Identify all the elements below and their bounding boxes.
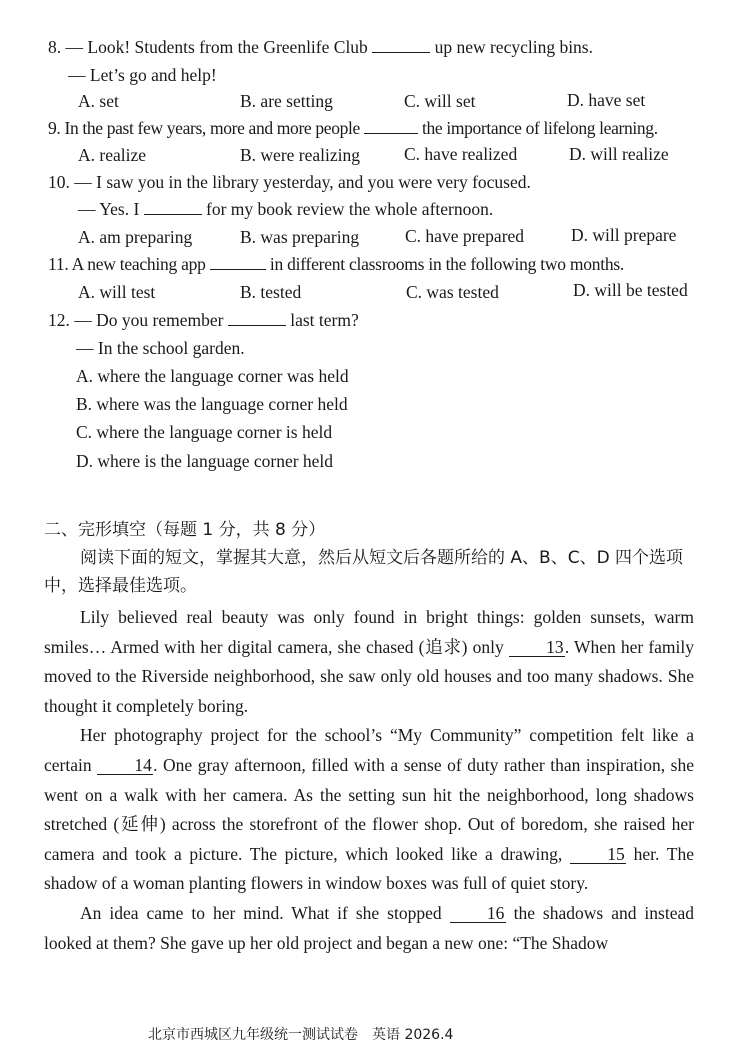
blank-16[interactable]: 16 xyxy=(450,904,506,923)
q12-blank[interactable] xyxy=(228,325,286,326)
q12-text-after: last term? xyxy=(290,310,359,330)
q11-option-b[interactable]: B. tested xyxy=(240,282,302,302)
q11-text-before: A new teaching app xyxy=(71,254,206,274)
q10-blank[interactable] xyxy=(144,214,202,215)
q10-number: 10. xyxy=(48,172,70,192)
q8-option-b[interactable]: B. are setting xyxy=(240,91,333,111)
q8-option-d[interactable]: D. have set xyxy=(567,90,646,110)
q10-option-a[interactable]: A. am preparing xyxy=(78,227,193,247)
q12-stem xyxy=(48,309,359,331)
p3-text-a: An idea came to her mind. What if she stopped xyxy=(80,902,442,923)
page-footer: 北京市西城区九年级统一测试试卷 英语 2026.4 xyxy=(148,1027,454,1043)
p2-text-c: her. The shadow of a woman planting flowers in window boxes was full of quiet story. xyxy=(44,843,694,894)
q10-option-c[interactable]: C. have prepared xyxy=(405,226,525,246)
q10-text-before: — Yes. I xyxy=(78,199,140,219)
q12-reply: — In the school garden. xyxy=(76,338,245,358)
q9-number: 9. xyxy=(48,118,61,138)
q10-stem xyxy=(48,171,531,193)
q9-blank[interactable] xyxy=(364,133,418,134)
q12-option-b[interactable]: B. where was the language corner held xyxy=(76,394,348,414)
q8-text-after: up new recycling bins. xyxy=(434,37,593,57)
blank-14[interactable]: 14 xyxy=(97,756,153,775)
q12-option-c[interactable]: C. where the language corner is held xyxy=(76,422,333,442)
p2-text-b: . One gray afternoon, filled with a sense of duty rather than inspiration, she went on a walk with her camera. As the setting sun hit the neighborhood, long shadows stretched (延伸) across the storefront of the flower shop. Out of boredom, she raised her camera and took a picture. The picture, which looked like a drawing, xyxy=(44,754,694,864)
q11-number: 11. xyxy=(48,254,69,274)
q11-text-after: in different classrooms in the following two months. xyxy=(269,254,625,274)
blank-15[interactable]: 15 xyxy=(570,845,626,864)
q8-blank[interactable] xyxy=(372,52,430,53)
p1-text-b: . When her family moved to the Riverside neighborhood, she saw only old houses and too many shadows. She thought it completely boring. xyxy=(44,636,695,716)
q8-stem xyxy=(48,36,593,58)
q10-option-d[interactable]: D. will prepare xyxy=(571,225,677,245)
p2-text-a: Her photography project for the school’s “My Community” competition felt like a certain xyxy=(44,725,694,775)
q10-option-b[interactable]: B. was preparing xyxy=(240,227,360,247)
passage-paragraph-3 xyxy=(44,899,694,958)
q10-text: — I saw you in the library yesterday, and you were very focused. xyxy=(74,172,531,192)
q8-number: 8. xyxy=(48,37,62,57)
q11-option-d[interactable]: D. will be tested xyxy=(573,280,688,300)
q8-text-before: — Look! Students from the Greenlife Club xyxy=(65,37,368,57)
p1-text-a: Lily believed real beauty was only found in bright things: golden sunsets, warm smiles… Armed with her digital camera, she chased (追求) only xyxy=(44,607,694,657)
q10-reply xyxy=(78,198,493,220)
q12-option-d[interactable]: D. where is the language corner held xyxy=(76,451,334,471)
q9-stem xyxy=(48,117,658,139)
q12-text-before: — Do you remember xyxy=(74,310,224,330)
q8-reply: — Let’s go and help! xyxy=(68,65,217,85)
q11-blank[interactable] xyxy=(210,269,266,270)
passage-paragraph-1 xyxy=(44,603,694,721)
q9-option-b[interactable]: B. were realizing xyxy=(240,145,361,165)
q11-option-a[interactable]: A. will test xyxy=(78,282,156,302)
passage-paragraph-2 xyxy=(44,721,694,899)
q9-option-d[interactable]: D. will realize xyxy=(569,144,669,164)
q9-text-before: In the past few years, more and more people xyxy=(64,118,360,138)
blank-13[interactable]: 13 xyxy=(509,638,565,657)
cloze-passage xyxy=(44,603,694,958)
section-title: 二、完形填空（每题 1 分，共 8 分） xyxy=(44,520,326,540)
q12-number: 12. xyxy=(48,310,70,330)
q11-option-c[interactable]: C. was tested xyxy=(406,282,499,302)
p3-text-b: the shadows and instead looked at them? She gave up her old project and began a new one: “The Shadow xyxy=(44,902,695,953)
q12-option-a[interactable]: A. where the language corner was held xyxy=(76,366,349,386)
q8-option-a[interactable]: A. set xyxy=(78,91,119,111)
q11-stem xyxy=(48,253,624,275)
section-instruction: 阅读下面的短文，掌握其大意，然后从短文后各题所给的 A、B、C、D 四个选项中，选择最佳选项。 xyxy=(44,548,684,596)
q9-option-c[interactable]: C. have realized xyxy=(404,144,518,164)
q8-option-c[interactable]: C. will set xyxy=(404,91,476,111)
q10-text-after: for my book review the whole afternoon. xyxy=(206,199,494,219)
q9-text-after: the importance of lifelong learning. xyxy=(422,118,658,138)
q9-option-a[interactable]: A. realize xyxy=(78,145,147,165)
